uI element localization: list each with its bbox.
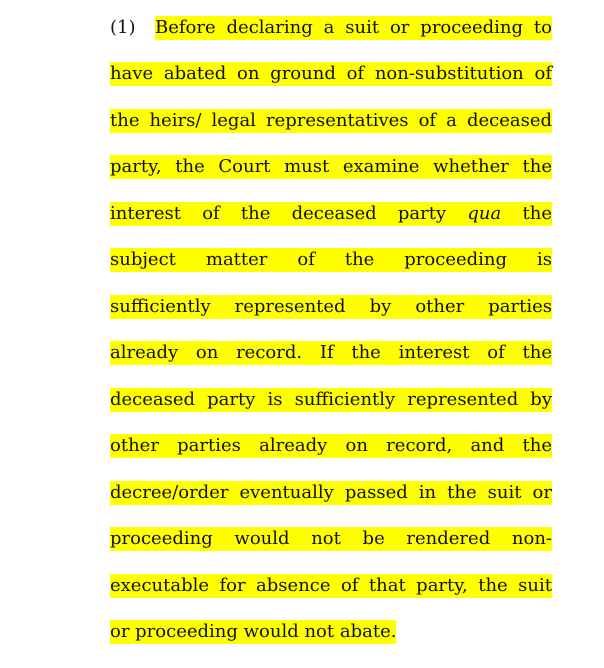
paragraph-line-text: have abated on ground of non-substitution of (110, 63, 552, 84)
paragraph-line-8 (110, 340, 552, 366)
paragraph-line-3 (110, 108, 552, 134)
paragraph-line-10 (110, 433, 552, 459)
paragraph-line-13 (110, 573, 552, 599)
paragraph-line-text: sufficiently represented by other parties (110, 296, 552, 317)
paragraph-line-text: the heirs/ legal representatives of a deceased (110, 110, 552, 131)
paragraph-line-text: party, the Court must examine whether the (110, 156, 552, 177)
italic-qua: qua (467, 203, 502, 224)
paragraph-line-text: Before declaring a suit or proceeding to (155, 17, 552, 38)
paragraph-line-5 (110, 201, 552, 227)
paragraph-line-text: deceased party is sufficiently represented by (110, 389, 552, 410)
paragraph-line-text: other parties already on record, and the (110, 435, 552, 456)
paragraph-line-text: proceeding would not be rendered non- (110, 528, 552, 549)
paragraph-number: (1) (110, 17, 136, 38)
paragraph-line-11 (110, 480, 552, 506)
paragraph-line-14 (110, 619, 552, 645)
paragraph-line-text: already on record. If the interest of the (110, 342, 552, 363)
paragraph-line-text: decree/order eventually passed in the suit or (110, 482, 552, 503)
line-5-part-3: the (522, 203, 552, 224)
paragraph-line-text: subject matter of the proceeding is (110, 249, 552, 270)
paragraph-line-2 (110, 61, 552, 87)
line-5-part-1: interest of the deceased party (110, 203, 447, 224)
paragraph-line-text: executable for absence of that party, the suit (110, 575, 552, 596)
paragraph-line-7 (110, 294, 552, 320)
paragraph-line-text (110, 202, 552, 226)
paragraph-line-6 (110, 247, 552, 273)
paragraph-line-4 (110, 154, 552, 180)
paragraph-line-text: or proceeding would not abate. (110, 621, 397, 642)
paragraph-line-1 (110, 15, 552, 41)
paragraph-line-12 (110, 526, 552, 552)
paragraph-line-9 (110, 387, 552, 413)
